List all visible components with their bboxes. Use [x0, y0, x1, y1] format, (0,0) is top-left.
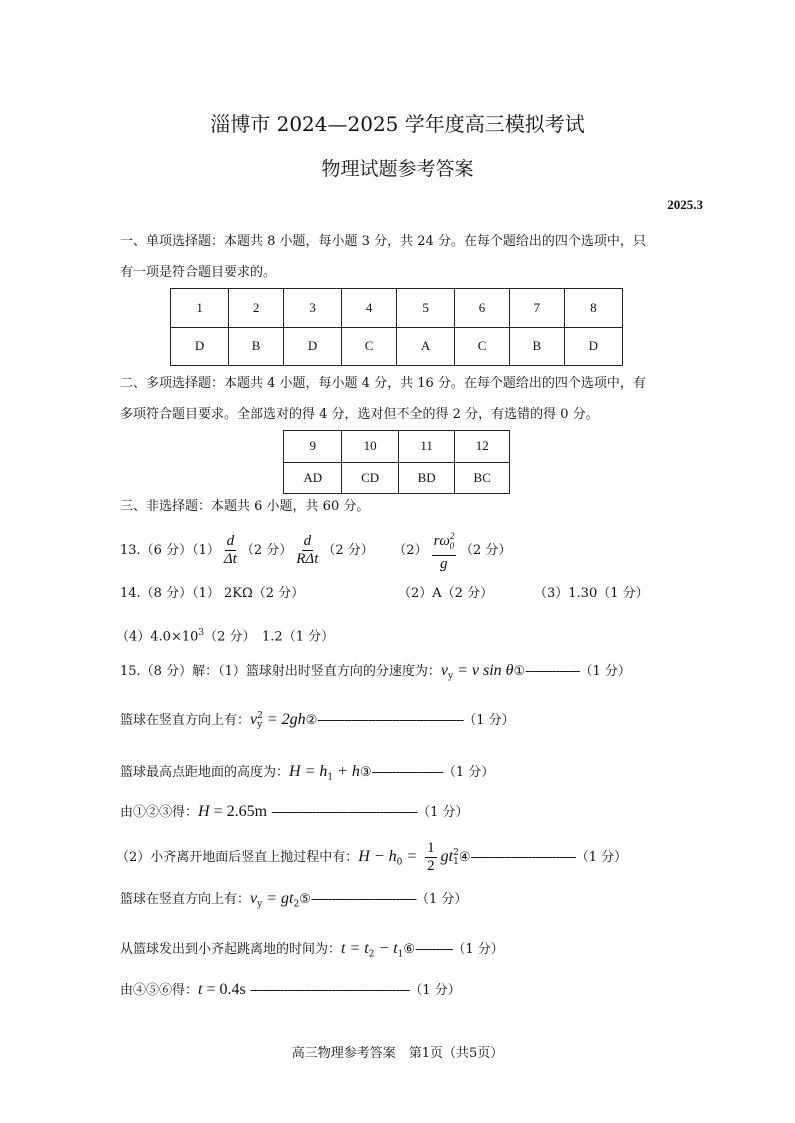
math: H = h: [289, 763, 328, 780]
text: 篮球在竖直方向上有：: [120, 713, 251, 728]
fraction: [224, 533, 237, 568]
score: （1 分）: [416, 892, 468, 907]
superscript: 2: [453, 847, 459, 858]
q15-line: [120, 803, 468, 822]
score: （1 分）: [575, 850, 628, 865]
page-footer: 高三物理参考答案 第1页（共5页）: [291, 1046, 504, 1061]
q-num: 8: [564, 289, 622, 328]
dash-leader: ----------------: [525, 664, 580, 679]
denominator: 2: [427, 858, 435, 874]
score: （2 分）: [322, 543, 374, 558]
eq-mark: ③: [359, 765, 372, 780]
answer: C: [455, 327, 510, 366]
answer: A: [396, 327, 454, 366]
text: 由④⑤⑥得：: [120, 983, 199, 998]
q-num: 11: [398, 431, 455, 463]
q14-answer: [120, 585, 304, 603]
doc-title: 淄博市 2024—2025 学年度高三模拟考试: [210, 112, 585, 136]
q13-head: 13.（6 分）（1）: [120, 543, 220, 558]
answer: D: [283, 327, 341, 366]
q15-line: [120, 711, 515, 730]
dash-leader: ---------------------: [371, 765, 443, 780]
eq-mark: ①: [513, 664, 526, 679]
score: （1 分）: [409, 983, 461, 998]
score: （1 分）: [579, 664, 631, 679]
math: H − h: [358, 848, 397, 865]
denominator: g: [440, 556, 448, 572]
math: t = t: [341, 940, 369, 957]
subscript: 0: [449, 541, 455, 551]
q15-line: [120, 981, 461, 1000]
math: = gt: [262, 890, 294, 907]
answer: AD: [284, 462, 342, 494]
score: （2 分）: [240, 543, 293, 558]
eq-mark: ⑤: [299, 892, 311, 907]
subscript: y: [257, 899, 263, 910]
numerator-text: rω: [433, 533, 451, 549]
q-num: 4: [342, 289, 397, 328]
q15-line: [120, 890, 467, 914]
eq-mark: ⑥: [403, 942, 416, 957]
text: 从篮球发出到小齐起跳离地的时间为：: [120, 942, 342, 957]
q-num: 9: [284, 431, 342, 463]
text: （2）小齐离开地面后竖直上抛过程中有：: [116, 850, 359, 865]
superscript: 2: [257, 710, 263, 721]
superscript: 3: [198, 628, 205, 638]
q-num: 5: [396, 289, 454, 328]
subscript: 1: [327, 772, 334, 783]
math: gt: [440, 848, 454, 865]
q-num: 7: [509, 289, 564, 328]
math: H: [198, 803, 210, 820]
superscript: 2: [450, 531, 455, 541]
doc-subtitle: 物理试题参考答案: [321, 158, 474, 180]
fraction: [425, 840, 437, 875]
answer: BC: [455, 462, 510, 494]
q-num: 1: [171, 289, 229, 328]
q15-line: [120, 940, 504, 964]
section2-intro-2: 多项符合题目要求。全部选对的得 4 分，选对但不全的得 2 分，有选错的得 0 分。: [120, 407, 599, 422]
numerator: d: [303, 533, 312, 549]
multi-choice-table: [283, 430, 510, 494]
subscript: 0: [396, 857, 403, 868]
dash-leader: -----------------------------------------------: [249, 983, 410, 998]
score: （1 分）: [452, 942, 504, 957]
dash-leader: -------------------------------------------: [271, 805, 418, 820]
q15-line: [116, 840, 627, 875]
math: =: [402, 848, 422, 865]
math: v: [250, 711, 258, 728]
answer: C: [342, 327, 397, 366]
table-row: [284, 431, 510, 463]
text: （2 分） 1.2（1 分）: [204, 629, 335, 645]
single-choice-table: [170, 288, 623, 366]
q14-part1: 14.（8 分）（1） 2KΩ（2 分）: [120, 586, 305, 601]
math: v: [440, 662, 448, 679]
text: 15.（8 分）解：（1）篮球射出时竖直方向的分速度为：: [120, 664, 441, 679]
section2-intro: 二、多项选择题：本题共 4 小题，每小题 4 分，共 16 分。在每个题给出的四个选项中，有: [120, 376, 646, 391]
subscript: 1: [453, 856, 459, 867]
answer: D: [564, 327, 622, 366]
table-row: [284, 462, 510, 494]
math: t: [198, 981, 203, 998]
math: = v sin θ: [453, 662, 514, 679]
table-row: [171, 327, 623, 366]
subscript: y: [447, 671, 454, 682]
subscript: 2: [293, 899, 300, 910]
math: = 2gh: [262, 711, 306, 728]
answer: BD: [398, 462, 455, 494]
doc-date: 2025.3: [667, 197, 703, 212]
q-num: 2: [229, 289, 284, 328]
numerator: [432, 528, 456, 556]
q15-line: [120, 763, 494, 787]
numerator: 1: [427, 840, 435, 856]
q-num: 3: [283, 289, 341, 328]
q14-part2: （2）A（2 分）: [398, 586, 494, 601]
fraction: [432, 528, 456, 573]
q-num: 10: [342, 431, 399, 463]
dash-leader: -------------------------------: [310, 892, 417, 907]
fraction: [296, 533, 318, 568]
math: = 0.4s: [202, 981, 246, 998]
q14-part4: [116, 624, 334, 646]
denominator: Δt: [223, 551, 237, 567]
dash-leader: -----------: [415, 942, 453, 957]
math: v: [250, 890, 258, 907]
table-row: [171, 289, 623, 328]
dash-leader: -------------------------------------------: [317, 713, 464, 728]
score: （1 分）: [463, 713, 515, 728]
q-num: 6: [455, 289, 510, 328]
section3-intro: 三、非选择题：本题共 6 小题，共 60 分。: [120, 499, 370, 514]
eq-mark: ②: [305, 713, 318, 728]
answer: B: [509, 327, 564, 366]
answer: D: [171, 327, 229, 366]
part-label: （2）: [399, 543, 428, 558]
math: + h: [333, 763, 360, 780]
answer: CD: [342, 462, 399, 494]
subscript: 2: [368, 949, 375, 960]
score: （1 分）: [417, 805, 469, 820]
score: （1 分）: [442, 765, 495, 780]
dash-leader: -------------------------------: [470, 850, 576, 865]
answer: B: [229, 327, 284, 366]
text: 由①②③得：: [120, 805, 199, 820]
q13-answer: [120, 528, 511, 573]
math: = 2.65m: [209, 803, 268, 820]
subscript: y: [257, 719, 263, 730]
section1-intro-2: 有一项是符合题目要求的。: [120, 265, 277, 280]
math: − t: [374, 940, 398, 957]
subscript: 1: [397, 949, 404, 960]
eq-mark: ④: [458, 850, 471, 865]
q-num: 12: [455, 431, 510, 463]
numerator: d: [226, 533, 235, 549]
section1-intro: 一、单项选择题：本题共 8 小题，每小题 3 分，共 24 分。在每个题给出的四个选项中，只: [120, 234, 646, 249]
text: 篮球在竖直方向上有：: [120, 892, 251, 907]
text: （4）4.0×10: [116, 629, 199, 645]
score: （2 分）: [460, 543, 512, 558]
text: 篮球最高点距地面的高度为：: [120, 765, 290, 780]
q14-part3: （3）1.30（1 分）: [534, 586, 649, 601]
q15-line: [120, 662, 631, 686]
denominator: RΔt: [296, 551, 319, 567]
